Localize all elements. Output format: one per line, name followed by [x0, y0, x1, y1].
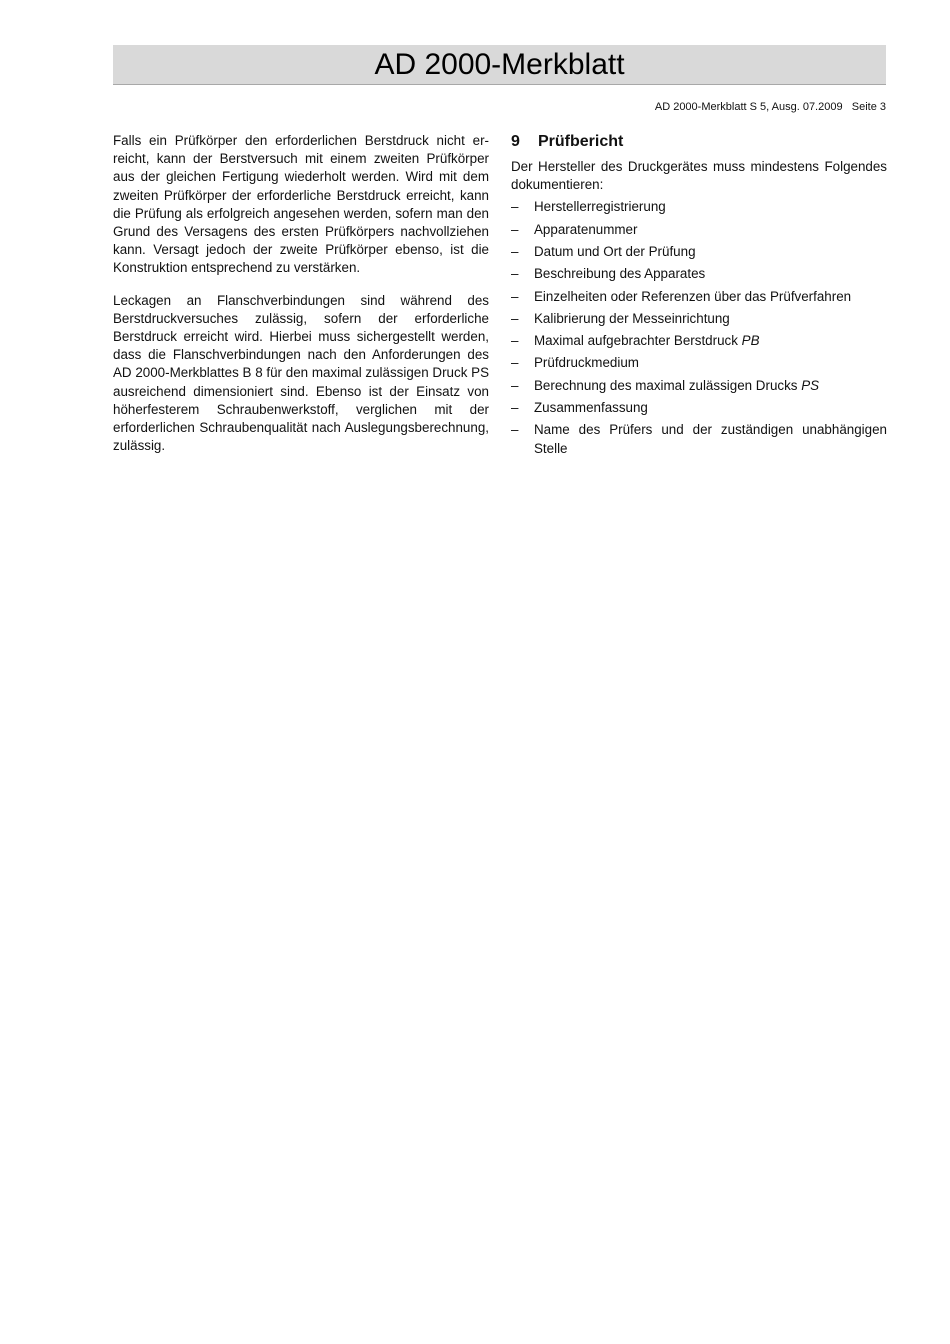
- paragraph-leckagen: Leckagen an Flanschverbindungen sind während des Berstdruckversuches zulässig, sofern der erforderliche Berstdruck erreicht wird. Hierbei muss sichergestellt werden, dass die Flanschverbindungen nach den Anforderungen des AD 2000-Merkblattes B 8 für den maximal zulässigen Druck PS ausreichend dimensioniert sind. Ebenso ist der Einsatz von höherfesterem Schraubenwerkstoff, verglichen mit der erforderlichen Schraubenqualität nach Auslegungsberechnung, zulässig.: [113, 292, 489, 454]
- section-heading: [511, 132, 887, 152]
- paragraph-berstversuch: Falls ein Prüfkörper den erforderlichen Berstdruck nicht erreicht, kann der Berstversuch mit einem zweiten Prüfkörper aus der gleichen Fertigung wiederholt werden. Wird mit dem zweiten Prüfkörper der erforderliche Berstdruck erreicht, kann die Prüfung als erfolgreich angesehen werden, sofern man den Grund des Versagens des ersten Prüfkörpers nachvollziehen kann. Versagt jedoch der zweite Prüfkörper ebenso, ist die Konstruktion entsprechend zu verstärken.: [113, 133, 489, 276]
- dash-bullet: –: [511, 266, 519, 282]
- dash-bullet: –: [511, 377, 519, 393]
- dash-bullet: –: [511, 355, 519, 371]
- list-item: – Apparatenummer: [511, 221, 887, 239]
- list-item: – Einzelheiten oder Referenzen über das Prüfverfahren: [511, 288, 887, 306]
- list-item: – Zusammenfassung: [511, 399, 887, 417]
- section-title: Prüfbericht: [538, 133, 624, 150]
- symbol-ps: PS: [801, 377, 820, 393]
- dash-bullet: –: [511, 310, 519, 326]
- list-item: – Maximal aufgebrachter Berstdruck PB: [511, 332, 887, 350]
- list-item: – Datum und Ort der Prüfung: [511, 243, 887, 261]
- dash-bullet: –: [511, 400, 519, 416]
- dash-bullet: –: [511, 288, 519, 304]
- list-item: – Beschreibung des Apparates: [511, 265, 887, 283]
- section-intro: Der Hersteller des Druckgerätes muss mindestens Folgendes dokumentieren:: [511, 159, 887, 193]
- dash-bullet: –: [511, 244, 519, 259]
- document-title: AD 2000-Merkblatt: [113, 45, 886, 85]
- dash-bullet: –: [511, 333, 519, 349]
- right-column: [511, 132, 887, 462]
- left-column: [113, 132, 489, 469]
- page-info: AD 2000-Merkblatt S 5, Ausg. 07.2009 Seite 3: [654, 101, 886, 113]
- list-item: – Prüfdruckmedium: [511, 354, 887, 372]
- list-item: – Kalibrierung der Messeinrichtung: [511, 310, 887, 328]
- list-item: – Herstellerregistrierung: [511, 198, 887, 216]
- dash-bullet: –: [511, 199, 519, 215]
- documentation-list: [511, 198, 887, 457]
- section-number: 9: [511, 133, 520, 150]
- list-item: – Name des Prüfers und der zuständigen unabhängigen Stelle: [511, 422, 887, 456]
- dash-bullet: –: [511, 422, 519, 438]
- dash-bullet: –: [511, 221, 519, 237]
- symbol-pb: PB: [741, 333, 760, 349]
- list-item: – Berechnung des maximal zulässigen Drucks PS: [511, 377, 887, 395]
